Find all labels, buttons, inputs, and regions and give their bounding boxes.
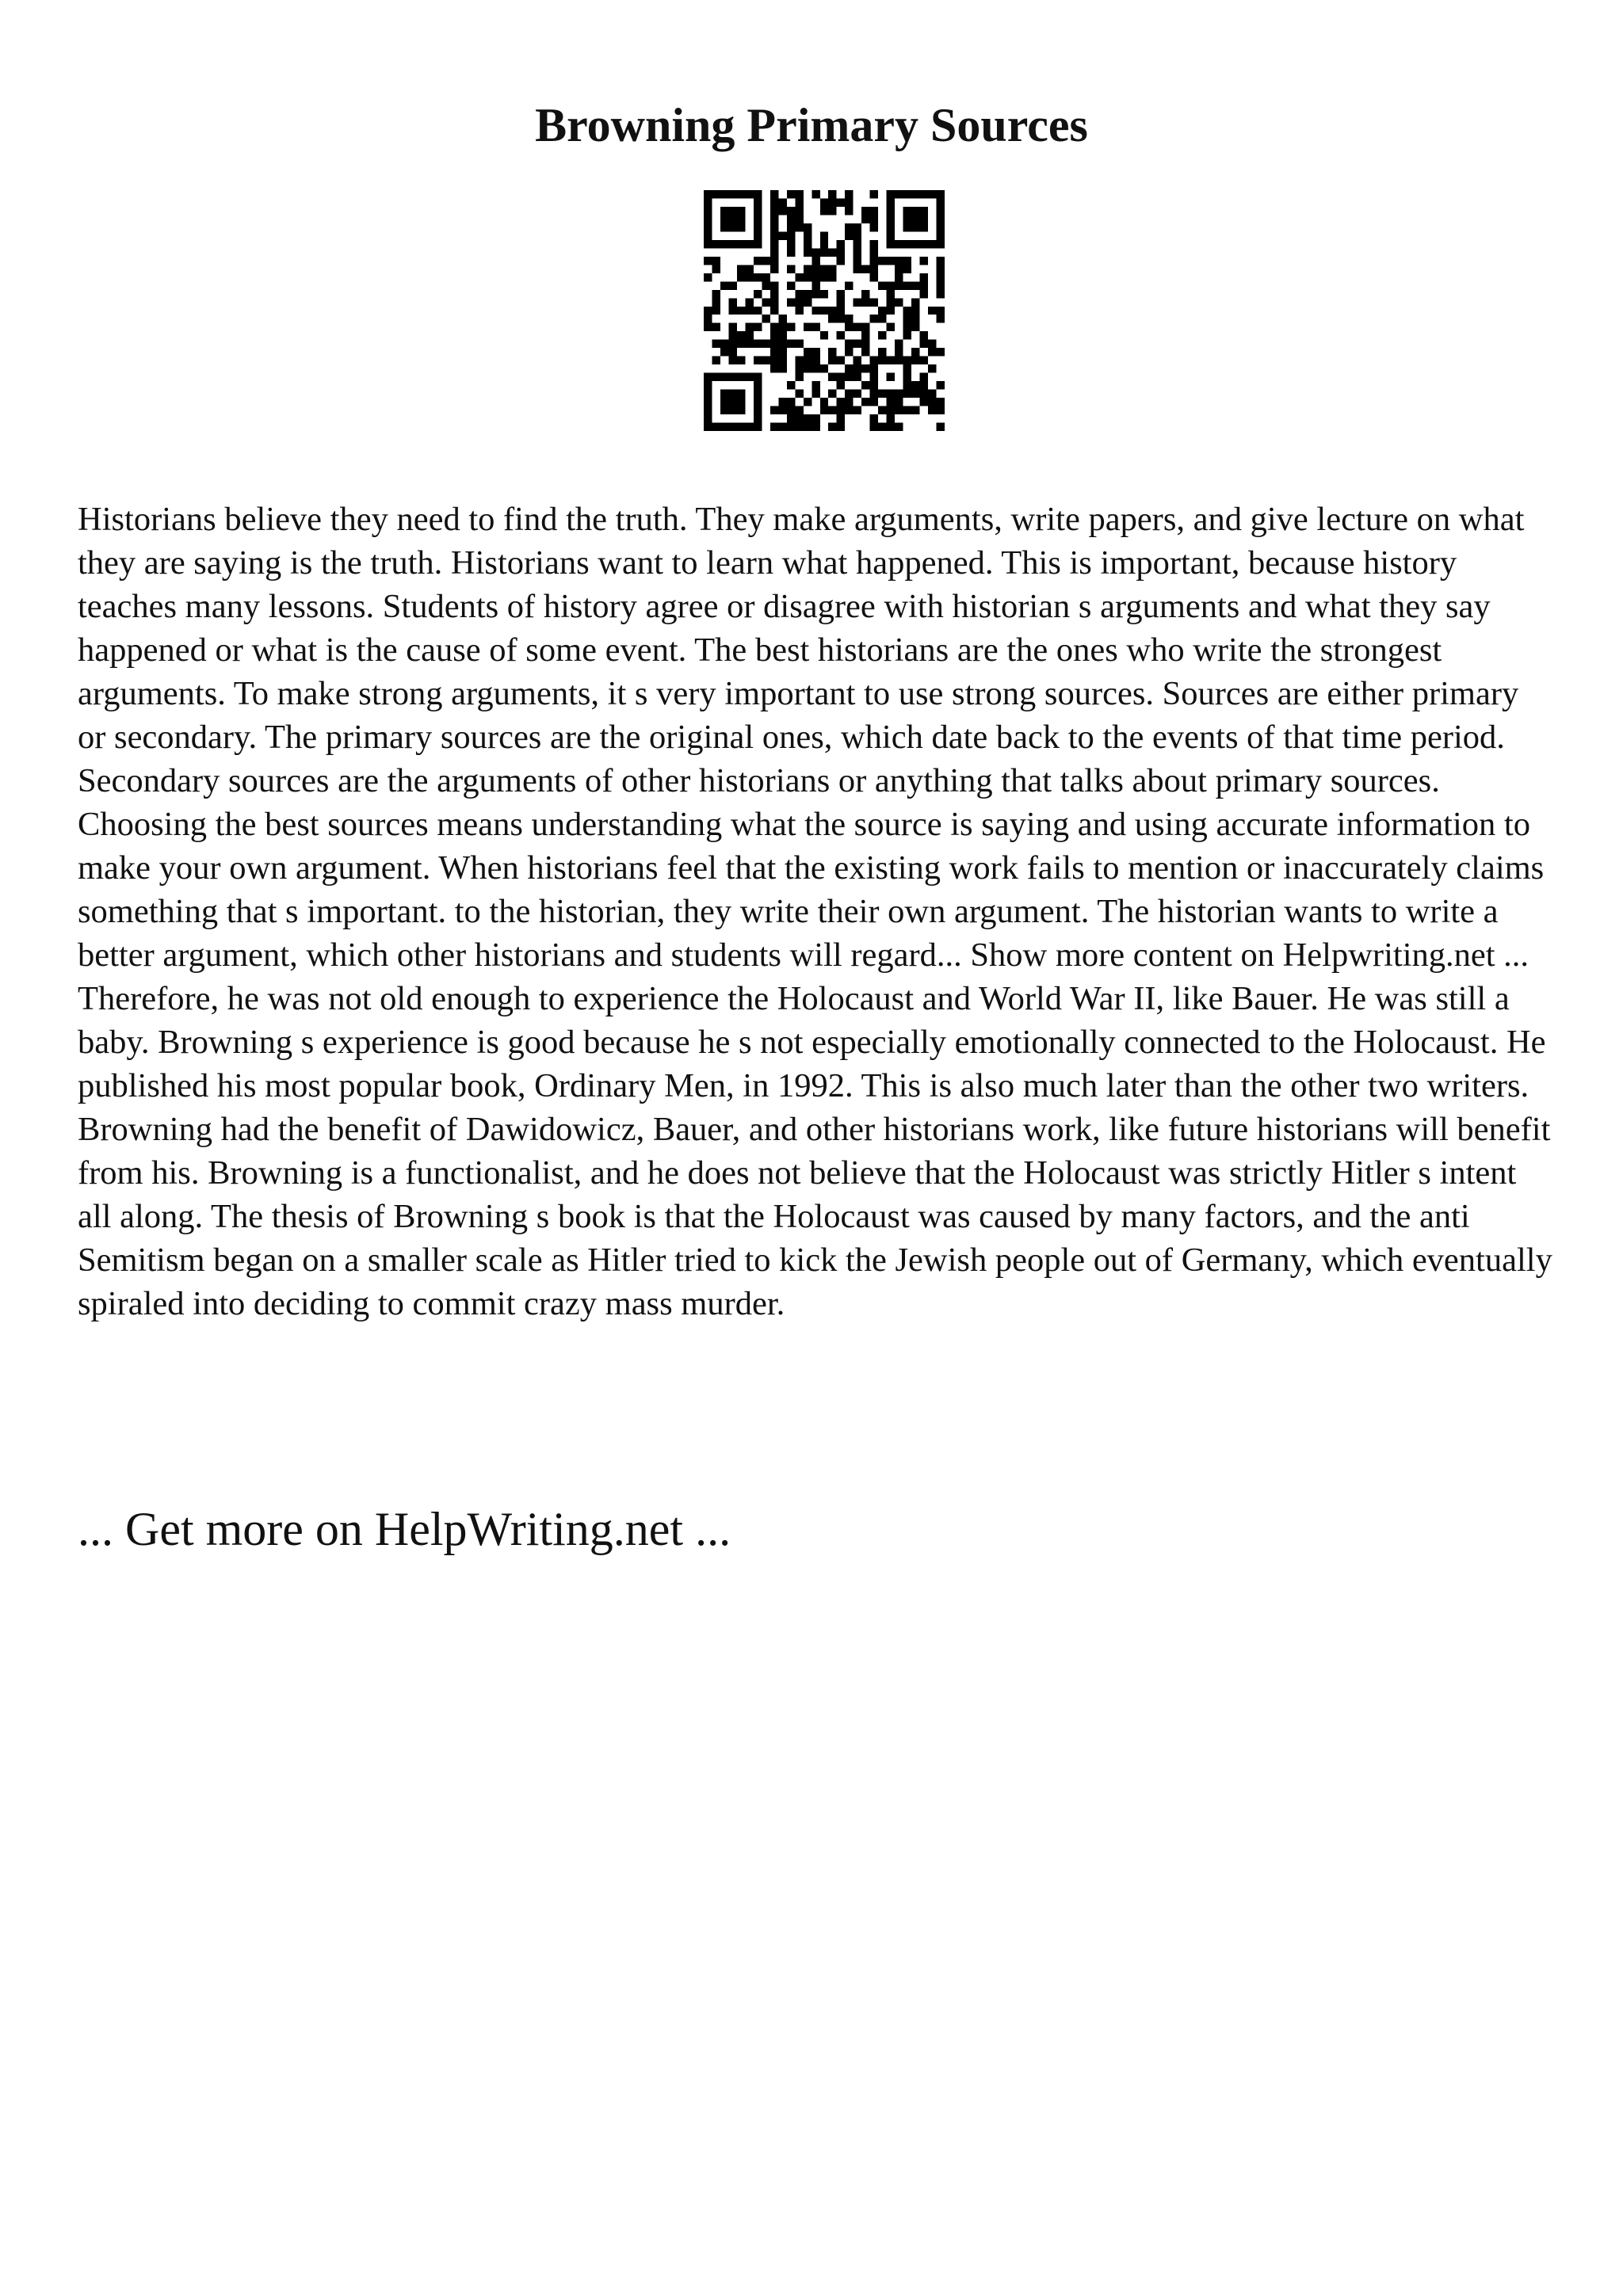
- article-body: [78, 498, 1553, 1325]
- get-more-link[interactable]: ... Get more on HelpWriting.net ...: [78, 1503, 731, 1555]
- paragraph-1: Historians believe they need to find the truth. They make arguments, write papers, and give lecture on what they are saying is the truth. Historians want to learn what happened. This is important, because history teaches many lessons. Students of history agree or disagree with historian s arguments and what they say happened or what is the cause of some event. The best historians are the ones who write the strongest arguments. To make strong arguments, it s very important to use strong sources. Sources are either primary or secondary. The primary sources are the original ones, which date back to the events of that time period. Secondary sources are the arguments of other historians or anything that talks about primary sources. Choosing the best sources means understanding what the source is saying and using accurate information to make your own argument. When historians feel that the existing work fails to mention or inaccurately claims something that s important. to the historian, they write their own argument. The historian wants to write a better argument, which other historians and students will regard... Show more content on Helpwriting.net ...: [78, 501, 1545, 974]
- page-title: Browning Primary Sources: [535, 99, 1088, 151]
- paragraph-2: Therefore, he was not old enough to experience the Holocaust and World War II, like Bauer. He was still a baby. Browning s experience is good because he s not especially emotionally connected to the Holocaust. He published his most popular book, Ordinary Men, in 1992. This is also much later than the other two writers. Browning had the benefit of Dawidowicz, Bauer, and other historians work, like future historians will benefit from his. Browning is a functionalist, and he does not believe that the Holocaust was strictly Hitler s intent all along. The thesis of Browning s book is that the Holocaust was caused by many factors, and the anti Semitism began on a smaller scale as Hitler tried to kick the Jewish people out of Germany, which eventually spiraled into deciding to commit crazy mass murder.: [78, 980, 1552, 1322]
- qr-code-icon[interactable]: [704, 190, 945, 431]
